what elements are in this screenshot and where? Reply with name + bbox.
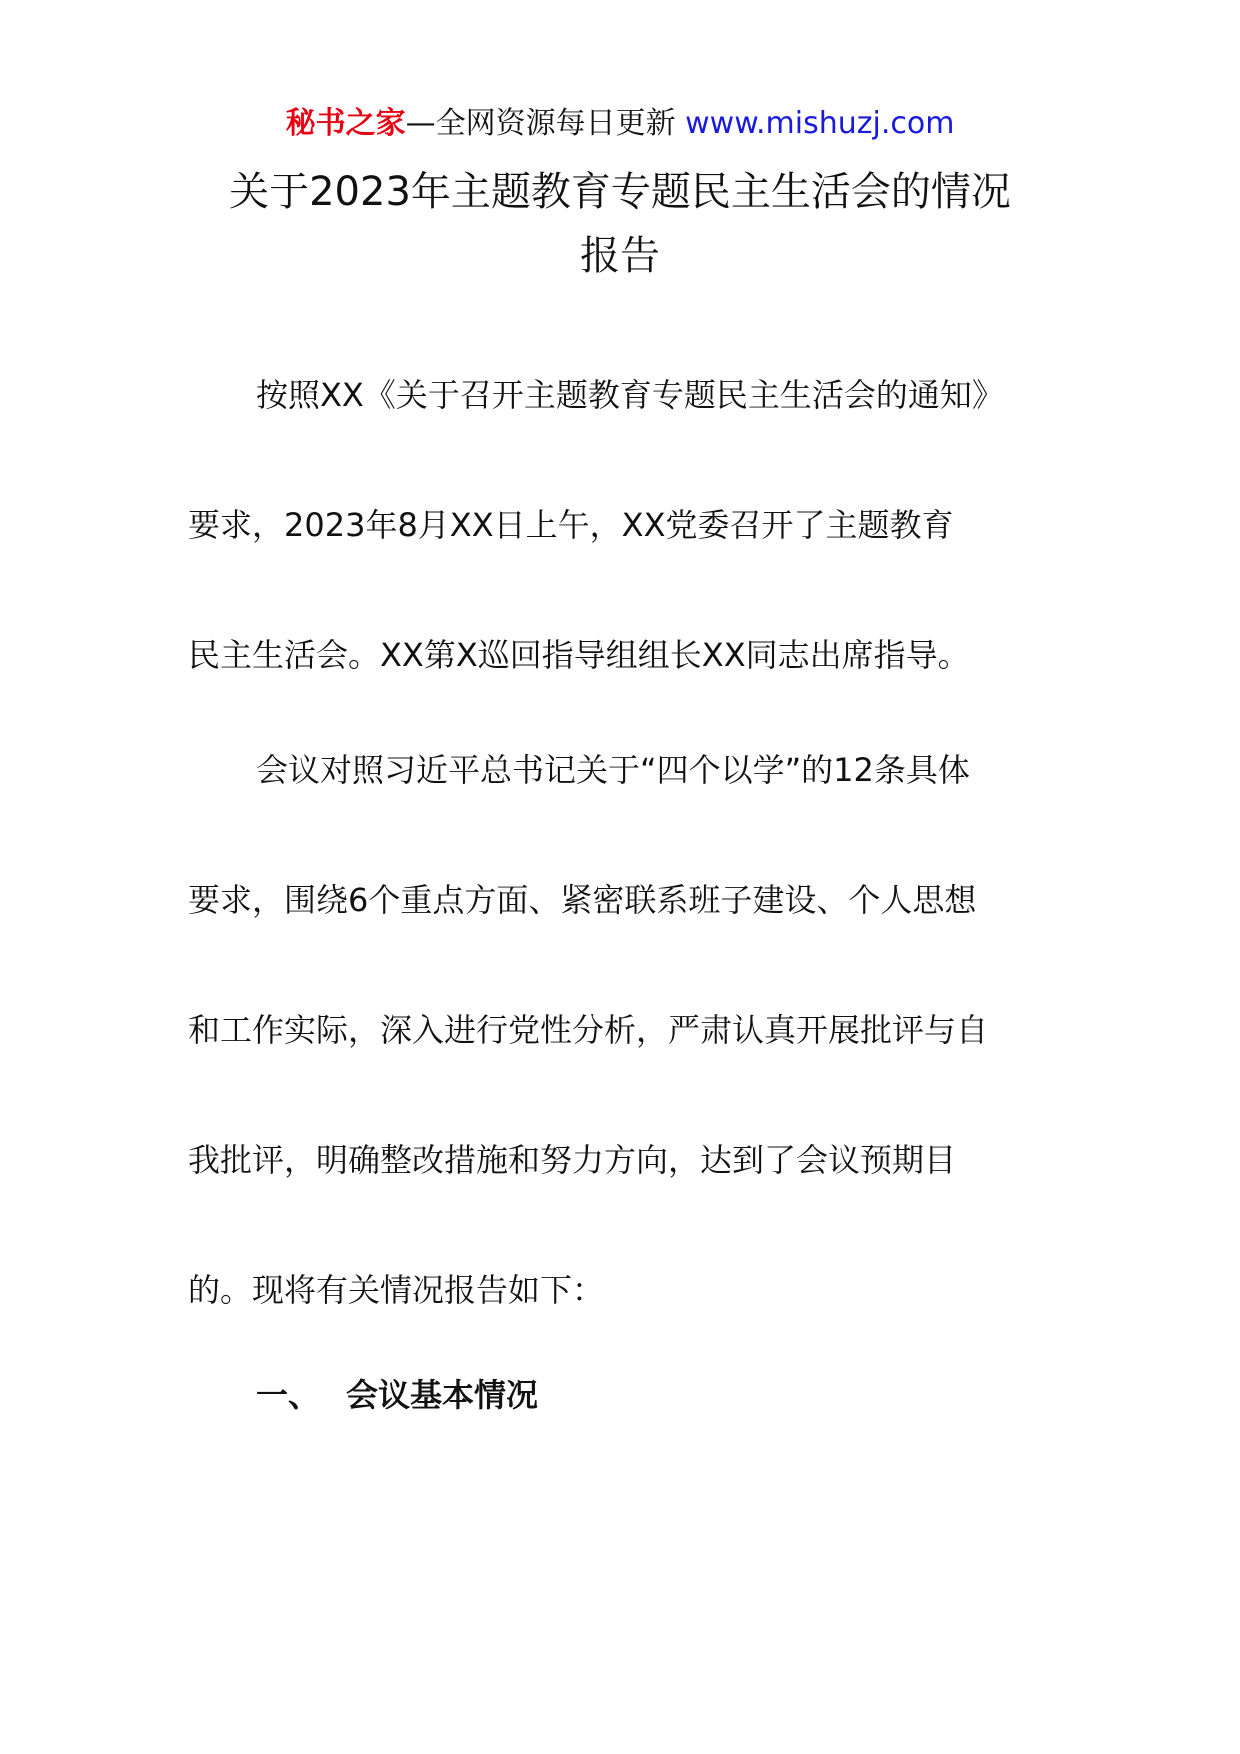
paragraph-1-line-1: 按照XX《关于召开主题教育专题民主生活会的通知》 [256,376,1004,414]
site-url-link[interactable]: www.mishuzj.com [685,106,955,141]
section-title: 会议基本情况 [346,1376,539,1414]
paragraph-2-line-4: 我批评，明确整改措施和努力方向，达到了会议预期目 [188,1141,957,1179]
paragraph-1-line-3: 民主生活会。XX第X巡回指导组组长XX同志出席指导。 [188,636,970,674]
document-title-line-2: 报告 [580,233,660,279]
paragraph-2-line-5: 的。现将有关情况报告如下： [188,1271,605,1309]
section-number: 一、 [256,1376,321,1414]
header-tagline: —全网资源每日更新 [405,106,676,141]
section-heading-1 [256,1370,538,1420]
brand-name: 秘书之家 [285,106,406,141]
paragraph-2-line-3: 和工作实际，深入进行党性分析，严肃认真开展批评与自 [188,1011,989,1049]
document-title-line-1: 关于2023年主题教育专题民主生活会的情况 [229,169,1011,215]
paragraph-2-line-2: 要求，围绕6个重点方面、紧密联系班子建设、个人思想 [188,881,977,919]
document-title [0,160,1240,288]
paragraph-1-line-2: 要求，2023年8月XX日上午，XX党委召开了主题教育 [188,506,954,544]
site-header [0,100,1240,148]
paragraph-2-line-1: 会议对照习近平总书记关于“四个以学”的12条具体 [256,751,970,789]
